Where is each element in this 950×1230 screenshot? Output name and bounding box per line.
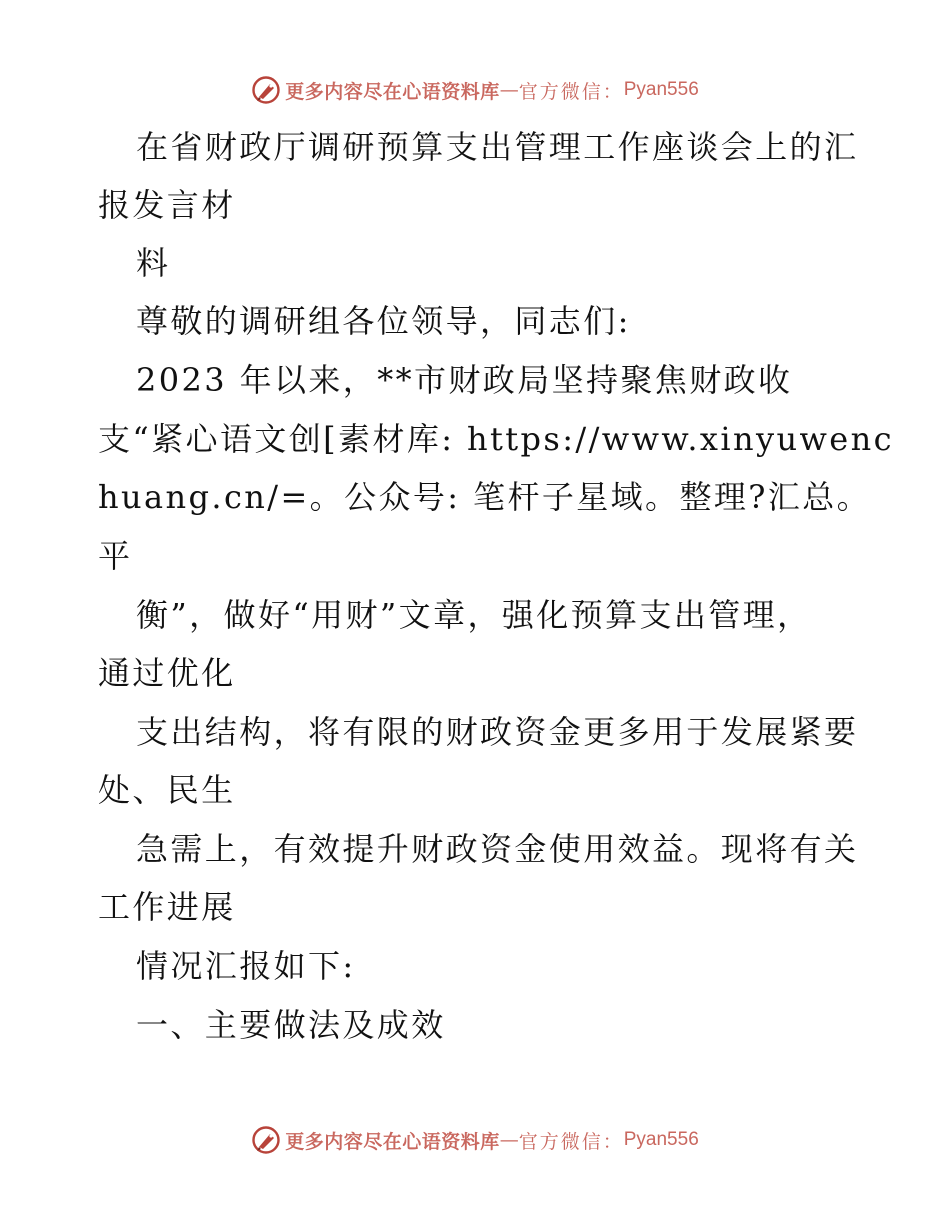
watermark-wechat-id: Pyan556 xyxy=(623,79,699,100)
body-line: 通过优化 xyxy=(98,654,236,692)
body-line: 衡”，做好“用财”文章，强化预算支出管理， xyxy=(136,596,812,634)
salutation: 尊敬的调研组各位领导，同志们: xyxy=(136,302,631,340)
body-line: 支“紧心语文创[素材库: https://www.xinyuwenc xyxy=(98,420,894,458)
body-line: huang.cn/=。公众号: 笔杆子星域。整理?汇总。 xyxy=(98,478,871,516)
watermark-dash: — xyxy=(499,1129,519,1151)
body-line: 处、民生 xyxy=(98,771,236,809)
section-heading: 一、主要做法及成效 xyxy=(136,1006,446,1044)
body-line: 支出结构，将有限的财政资金更多用于发展紧要 xyxy=(136,713,859,751)
title-line-1: 在省财政厅调研预算支出管理工作座谈会上的汇 xyxy=(136,128,859,166)
header-watermark xyxy=(0,72,950,108)
watermark-wechat-label: 官方微信： xyxy=(518,80,624,103)
body-line: 工作进展 xyxy=(98,888,236,926)
pen-logo-icon xyxy=(251,1125,281,1155)
watermark-brand: 更多内容尽在心语资料库 xyxy=(285,1130,500,1153)
watermark-dash: — xyxy=(499,79,519,101)
body-line: 急需上，有效提升财政资金使用效益。现将有关 xyxy=(136,830,859,868)
body-line: 情况汇报如下: xyxy=(136,947,356,985)
watermark-wechat-label: 官方微信： xyxy=(518,1130,624,1153)
watermark-brand: 更多内容尽在心语资料库 xyxy=(285,80,500,103)
body-line: 2023 年以来，**市财政局坚持聚焦财政收 xyxy=(136,361,793,399)
title-line-3: 料 xyxy=(136,244,171,282)
watermark-wechat-id: Pyan556 xyxy=(623,1129,699,1150)
footer-watermark xyxy=(0,1122,950,1158)
title-line-2: 报发言材 xyxy=(98,186,236,224)
pen-logo-icon xyxy=(251,75,281,105)
body-line: 平 xyxy=(98,537,133,575)
